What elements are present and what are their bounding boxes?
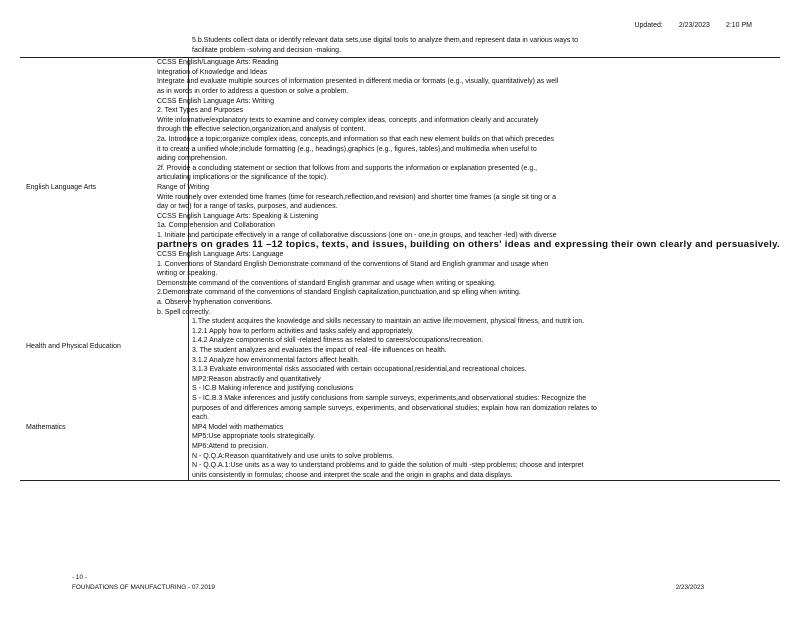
standard-line: S - IC.B Making inference and justifying conclusions	[192, 385, 354, 393]
standard-line: through the effective selection,organization,and analysis of content.	[156, 126, 366, 134]
standard-line: day or two) for a range of tasks, purposes, and audiences.	[156, 203, 338, 211]
standard-line: N - Q.Q.A:Reason quantitatively and use units to solve problems.	[192, 452, 394, 460]
standard-line: 2a. Introduce a topic;organize complex ideas, concepts,and information so that each new element builds on that which precedes	[156, 135, 554, 143]
standard-line: N - Q.Q.A.1:Use units as a way to understand problems and to guide the solution of multi -step problems; choose and interpret	[192, 462, 584, 470]
standard-line: articulating implications or the significance of the topic).	[156, 174, 329, 182]
top-continuation	[20, 36, 780, 55]
subject-label: Mathematics	[26, 424, 66, 432]
ccss-heading: CCSS English Language Arts: Speaking & Listening	[156, 212, 319, 220]
standard-line: Demonstrate command of the conventions of standard English grammar and usage when writing or speaking.	[156, 279, 496, 287]
standard-line: 2f. Provide a concluding statement or section that follows from and supports the information or explanation presented (e.g.,	[156, 164, 538, 172]
footer-title: FOUNDATIONS OF MANUFACTURING - 07.2019	[72, 584, 215, 591]
standard-line: 3.1.2 Analyze how environmental factors affect health.	[192, 356, 360, 364]
standard-line: 1. Initiate and participate effectively in a range of collaborative discussions (one on - one,in groups, and teacher -led) with diverse	[156, 231, 557, 239]
standard-line: 3.1.3 Evaluate environmental risks associated with certain occupational,residential,and recreational choices.	[192, 366, 527, 374]
standard-line: Write routinely over extended time frames (time for research,reflection,and revision) and shorter time frames (a single sit ting or a	[156, 193, 557, 201]
standard-line: 1. Conventions of Standard English Demonstrate command of the conventions of Stand ard English grammar and usage when	[156, 260, 549, 268]
standard-line: MP4 Model with mathematics	[192, 423, 284, 431]
standard-line: 1.4.2 Analyze components of skill -related fitness as related to careers/occupations/recreation.	[192, 337, 484, 345]
standards-page	[20, 36, 780, 481]
updated-label: Updated:	[634, 22, 663, 29]
standard-line: 3. The student analyzes and evaluates the impact of real -life influences on health.	[192, 347, 447, 354]
subject-label: English Language Arts	[26, 184, 97, 192]
standard-line: Integration of Knowledge and Ideas	[156, 68, 268, 76]
footer-date: 2/23/2023	[675, 584, 704, 591]
standard-line: each.	[192, 414, 210, 422]
standard-line: it to create a unified whole;include formatting (e.g., headings),graphics (e.g., figures, tables),and multimedia when useful to	[156, 145, 537, 153]
updated-time: 2:10 PM	[725, 22, 752, 29]
standard-line: MP6:Attend to precision.	[192, 442, 269, 450]
standard-line: partners on grades 11 –12 topics, texts, and issues, building on others' ideas and expressing their own clearly and persuasively.	[156, 240, 780, 251]
standard-line: 1.The student acquires the knowledge and skills necessary to maintain an active life:movement, physical fitness, and nutrit ion.	[192, 318, 585, 326]
standard-line: purposes of and differences among sample surveys, experiments, and observational studies; explain how ran domization relates to	[192, 404, 597, 412]
updated-date: 2/23/2023	[678, 22, 710, 29]
standard-line: writing or speaking.	[156, 270, 218, 278]
standard-line: 1a. Comprehension and Collaboration	[156, 222, 275, 230]
standard-line: Integrate and evaluate multiple sources of information presented in different media or formats (e.g., visually, quantitatively) as well	[156, 78, 559, 86]
standard-line: Write informative/explanatory texts to examine and convey complex ideas, concepts ,and information clearly and accurately	[156, 116, 539, 124]
updated-header	[620, 22, 752, 29]
standard-line: a. Observe hyphenation conventions.	[156, 299, 273, 307]
standard-line: units consistently in formulas; choose and interpret the scale and the origin in graphs and data displays.	[192, 471, 513, 479]
page-number: - 10 -	[72, 574, 87, 581]
standard-line: 1.2.1 Apply how to perform activities and tasks safely and appropriately.	[192, 327, 414, 335]
standard-line: as in words in order to address a question or solve a problem.	[156, 87, 349, 95]
ccss-heading: CCSS English Language Arts: Writing	[156, 97, 274, 105]
section-math	[20, 375, 780, 481]
standard-line: MP5:Use appropriate tools strategically.	[192, 433, 316, 441]
standard-line: MP2:Reason abstractly and quantitatively	[192, 375, 321, 383]
standard-line: aiding comprehension.	[156, 155, 228, 163]
standard-line: 2.Demonstrate command of the conventions of standard English capitalization,punctuation,and sp elling when writing.	[156, 289, 521, 297]
ccss-heading: CCSS English/Language Arts: Reading	[156, 59, 279, 67]
top-line: facilitate problem -solving and decision -making.	[192, 46, 342, 54]
standard-line: S - IC.B.3 Make inferences and justify conclusions from sample surveys, experiments,and observational studies: Recognize the	[192, 394, 587, 402]
standards-table	[20, 57, 780, 481]
standard-line: Range of Writing	[156, 183, 209, 191]
subject-label: Health and Physical Education	[26, 342, 121, 350]
section-health	[20, 317, 780, 375]
top-line: 5.b.Students collect data or identify relevant data sets,use digital tools to analyze them,and represent data in various ways to	[192, 37, 579, 44]
standard-line: b. Spell correctly.	[156, 308, 211, 316]
section-english	[20, 58, 780, 317]
standard-line: 2. Text Types and Purposes	[156, 107, 244, 115]
ccss-heading: CCSS English Language Arts: Language	[156, 251, 284, 259]
